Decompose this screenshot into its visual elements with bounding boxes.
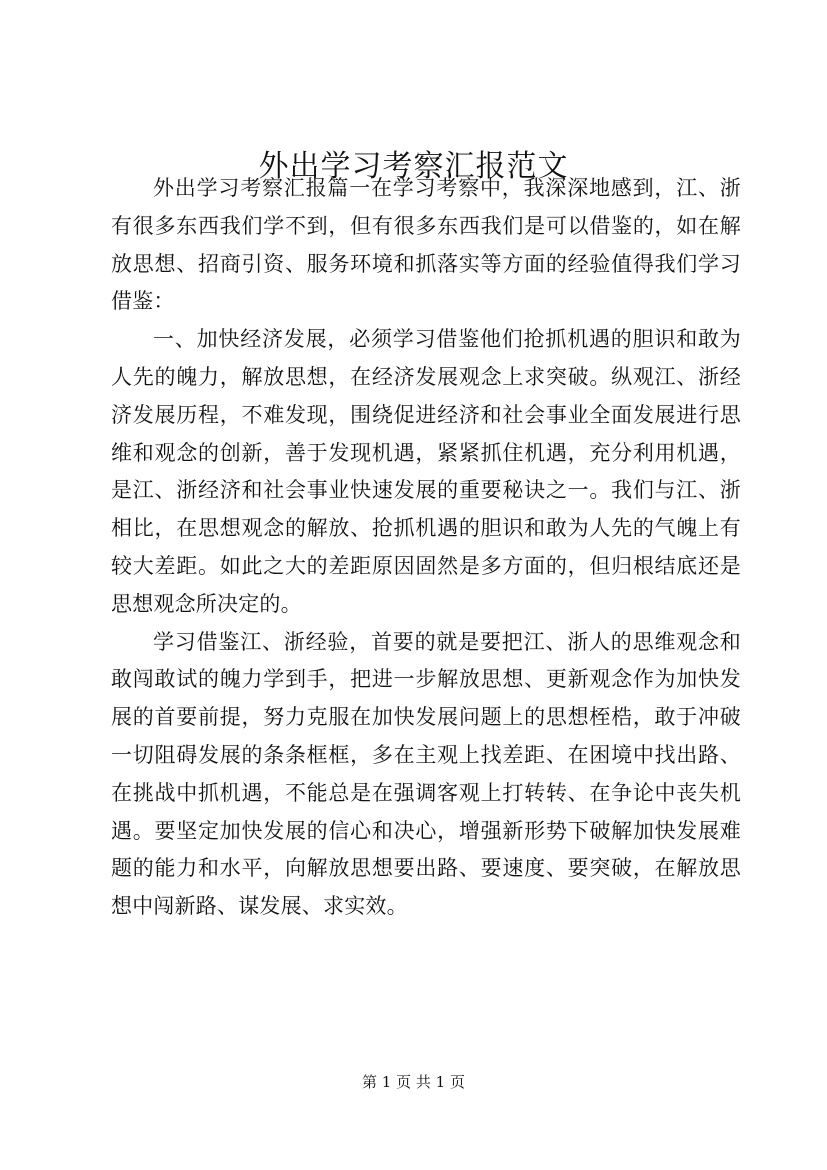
document-body [111,170,741,926]
document-title: 外出学习考察汇报范文 [258,149,569,184]
paragraph-2: 一、加快经济发展，必须学习借鉴他们抢抓机遇的胆识和敢为人先的魄力，解放思想，在经济发展观念上求突破。纵观江、浙经济发展历程，不难发现，围绕促进经济和社会事业全面发展进行思维和观念的创新，善于发现机遇，紧紧抓住机遇，充分利用机遇，是江、浙经济和社会事业快速发展的重要秘诀之一。我们与江、浙相比，在思想观念的解放、抢抓机遇的胆识和敢为人先的气魄上有较大差距。如此之大的差距原因固然是多方面的，但归根结底还是思想观念所决定的。 [111,327,741,616]
paragraph-3: 学习借鉴江、浙经验，首要的就是要把江、浙人的思维观念和敢闯敢试的魄力学到手，把进一步解放思想、更新观念作为加快发展的首要前提，努力克服在加快发展问题上的思想桎梏，敢于冲破一切阻碍发展的条条框框，多在主观上找差距、在困境中找出路、在挑战中抓机遇，不能总是在强调客观上打转转、在争论中丧失机遇。要坚定加快发展的信心和决心，增强新形势下破解加快发展难题的能力和水平，向解放思想要出路、要速度、要突破，在解放思想中闯新路、谋发展、求实效。 [111,629,741,919]
page-footer: 第 1 页 共 1 页 [362,1073,465,1091]
paragraph-1: 外出学习考察汇报篇一在学习考察中，我深深地感到，江、浙有很多东西我们学不到，但有很多东西我们是可以借鉴的，如在解放思想、招商引资、服务环境和抓落实等方面的经验值得我们学习借鉴： [111,176,741,314]
